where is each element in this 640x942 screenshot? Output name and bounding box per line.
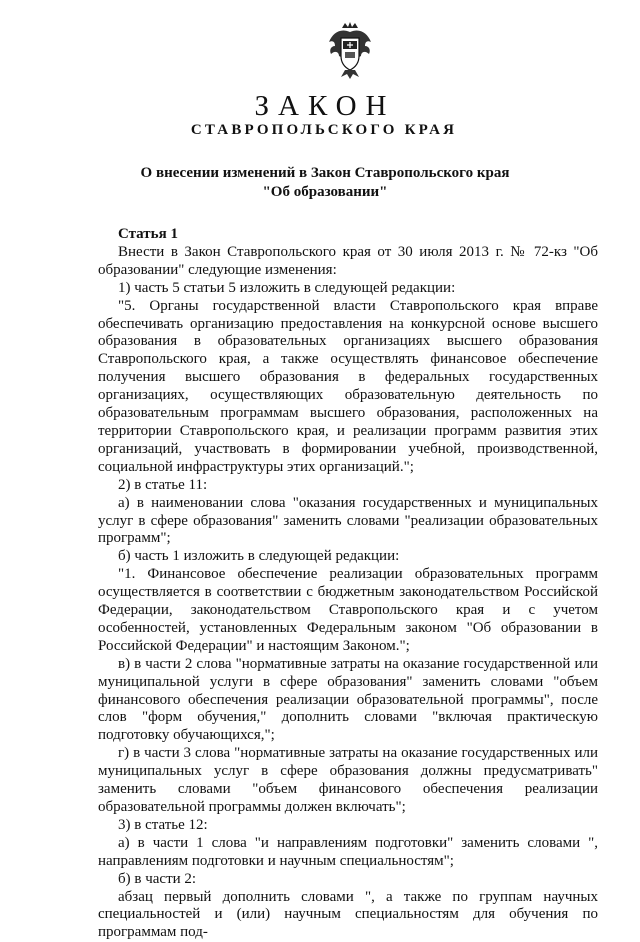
paragraph: 2) в статье 11:	[118, 476, 208, 493]
article-title: Статья 1	[118, 226, 178, 242]
document-heading	[0, 164, 640, 202]
law-title: ЗАКОН	[254, 90, 396, 122]
paragraph: б) в части 2:	[118, 870, 197, 887]
paragraph: Внести в Закон Ставропольского края от 30 июля 2013 г. № 72-кз "Об образовании" следующие изменения:	[98, 243, 598, 278]
heading-line-1: О внесении изменений в Закон Ставропольского края	[140, 165, 510, 181]
document-body	[98, 226, 598, 942]
paragraph: 3) в статье 12:	[118, 816, 208, 833]
law-region: СТАВРОПОЛЬСКОГО КРАЯ	[190, 122, 458, 138]
paragraph: "5. Органы государственной власти Ставропольского края вправе обеспечивать организацию предоставления на конкурсной основе высшего образования в образовательных организациях высшего образования Ставропольского края, а также осуществлять финансовое обеспечение получения высшего образования в федеральных государственных организациях, осуществляющих образовательную деятельность по образовательным программам высшего образования, расположенных на территории Ставропольского края, и реализации программ развития этих организаций, участвовать в формировании учебной, производственной, социальной инфраструктуры этих организаций.";	[98, 297, 598, 475]
paragraph: а) в части 1 слова "и направлениям подготовки" заменить словами ", направлениям подготовки и научным специальностям";	[98, 834, 598, 869]
paragraph: в) в части 2 слова "нормативные затраты на оказание государственной или муниципальной услуги в сфере образования" заменить словами "объем финансового обеспечения реализации образовательной программы", после слов "форм обучения," дополнить словами "включая практическую подготовку обучающихся,";	[98, 655, 598, 744]
paragraph: абзац первый дополнить словами ", а также по группам научных специальностей и (или) научным специальностям для обучения по программам под-	[98, 888, 598, 941]
paragraph: г) в части 3 слова "нормативные затраты на оказание государственных или муниципальных услуг в сфере образования должны предусматривать" заменить словами "объем финансового обеспечения реализации образовательной программы должен включать";	[98, 745, 598, 815]
paragraph: "1. Финансовое обеспечение реализации образовательных программ осуществляется в соответствии с бюджетным законодательством Российской Федерации, законодательством Ставропольского края и с учетом особенностей, установленных Федеральным законом "Об образовании в Российской Федерации" и настоящим Законом.";	[98, 566, 598, 654]
heading-line-2: "Об образовании"	[262, 184, 388, 200]
coat-of-arms-icon	[327, 22, 373, 80]
paragraph: 1) часть 5 статьи 5 изложить в следующей редакции:	[118, 279, 456, 296]
paragraph: а) в наименовании слова "оказания государственных и муниципальных услуг в сфере образования" заменить словами "реализации образовательных программ";	[98, 494, 598, 547]
paragraph: б) часть 1 изложить в следующей редакции:	[118, 548, 400, 565]
